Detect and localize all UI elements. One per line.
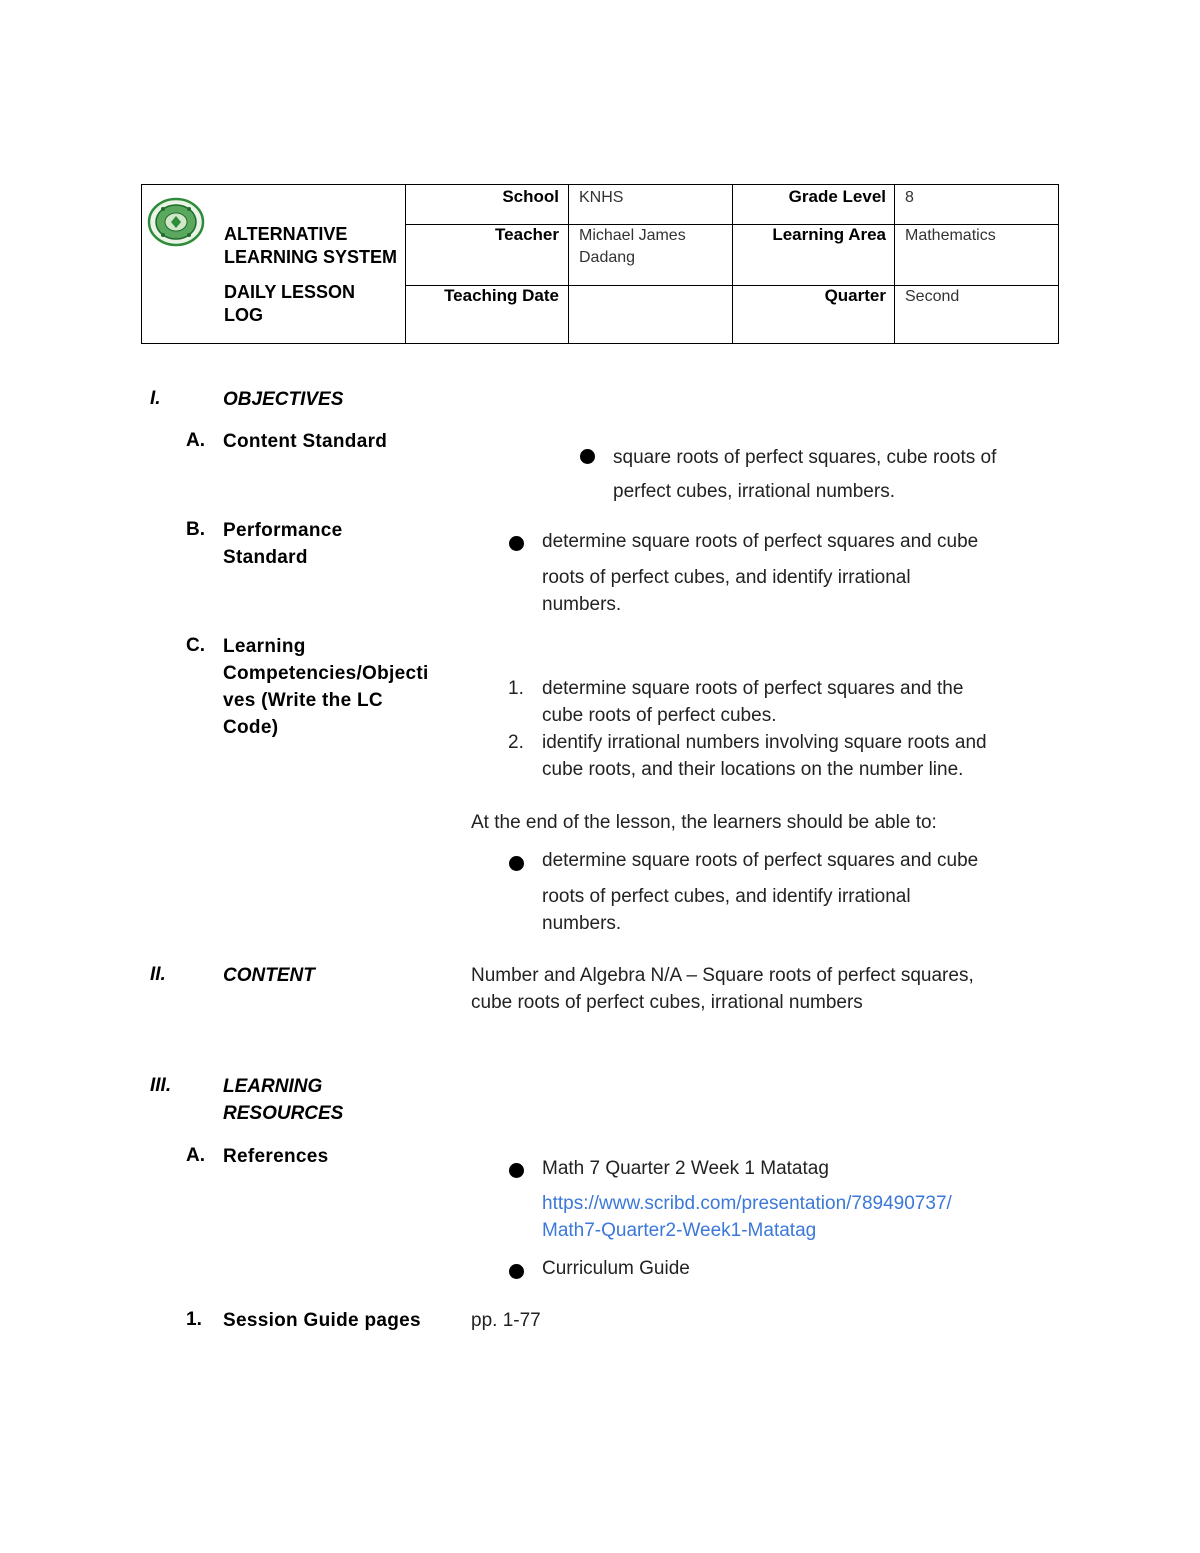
- session-guide-label: Session Guide pages: [223, 1310, 421, 1331]
- divider: [568, 185, 569, 343]
- teacher-value: Michael James Dadang: [579, 227, 686, 266]
- performance-standard-text: determine square roots of perfect squares and cube roots of perfect cubes, and identify irrational numbers.: [542, 531, 979, 615]
- deped-logo-icon: [147, 197, 205, 247]
- objectives-heading: OBJECTIVES: [223, 389, 344, 410]
- divider: [405, 185, 406, 343]
- bullet-icon: [580, 449, 595, 464]
- teaching-date-label: Teaching Date: [444, 286, 559, 305]
- competency-item-2: identify irrational numbers involving square roots and cube roots, and their locations on the number line.: [542, 732, 987, 780]
- competency-number-1: 1.: [508, 678, 524, 699]
- bullet-icon: [509, 1264, 524, 1279]
- content-numeral: II.: [150, 964, 166, 985]
- bullet-icon: [509, 1163, 524, 1178]
- doc-title: DAILY LESSON LOG: [224, 282, 356, 325]
- bullet-icon: [509, 536, 524, 551]
- reference-item-1: Math 7 Quarter 2 Week 1 Matatag: [542, 1158, 829, 1179]
- reference-link[interactable]: https://www.scribd.com/presentation/789490737/ Math7-Quarter2-Week1-Matatag: [542, 1193, 952, 1241]
- references-letter: A.: [186, 1145, 205, 1166]
- quarter-value: Second: [905, 288, 960, 305]
- references-label: References: [223, 1146, 329, 1167]
- objectives-intro: At the end of the lesson, the learners should be able to:: [471, 812, 937, 833]
- session-guide-number: 1.: [186, 1309, 202, 1330]
- grade-level-label: Grade Level: [788, 187, 886, 206]
- org-name: ALTERNATIVE LEARNING SYSTEM: [224, 224, 398, 267]
- grade-level-value: 8: [905, 189, 914, 206]
- divider: [732, 185, 733, 343]
- learning-area-label: Learning Area: [772, 225, 886, 244]
- performance-standard-label: Performance Standard: [223, 520, 343, 568]
- competencies-letter: C.: [186, 635, 205, 656]
- session-guide-value: pp. 1-77: [471, 1310, 541, 1331]
- content-heading: CONTENT: [223, 965, 315, 986]
- resources-heading: LEARNING RESOURCES: [223, 1076, 344, 1124]
- objectives-bullet-text: determine square roots of perfect squares and cube roots of perfect cubes, and identify irrational numbers.: [542, 850, 979, 934]
- header-table: [141, 184, 1059, 344]
- content-standard-text: square roots of perfect squares, cube roots of perfect cubes, irrational numbers.: [613, 447, 997, 502]
- competency-item-1: determine square roots of perfect squares and the cube roots of perfect cubes.: [542, 678, 964, 726]
- divider: [894, 185, 895, 343]
- content-standard-letter: A.: [186, 430, 205, 451]
- objectives-numeral: I.: [150, 388, 161, 409]
- learning-area-value: Mathematics: [905, 227, 996, 244]
- competencies-label: Learning Competencies/Objecti ves (Write the LC Code): [223, 636, 429, 738]
- teacher-label: Teacher: [495, 225, 559, 244]
- reference-item-2: Curriculum Guide: [542, 1258, 690, 1279]
- quarter-label: Quarter: [824, 286, 886, 305]
- content-standard-label: Content Standard: [223, 431, 388, 452]
- competency-number-2: 2.: [508, 732, 524, 753]
- school-label: School: [502, 187, 559, 206]
- resources-numeral: III.: [150, 1075, 172, 1096]
- school-value: KNHS: [579, 189, 624, 206]
- bullet-icon: [509, 856, 524, 871]
- content-text: Number and Algebra N/A – Square roots of perfect squares, cube roots of perfect cubes, irrational numbers: [471, 965, 974, 1013]
- performance-standard-letter: B.: [186, 519, 205, 540]
